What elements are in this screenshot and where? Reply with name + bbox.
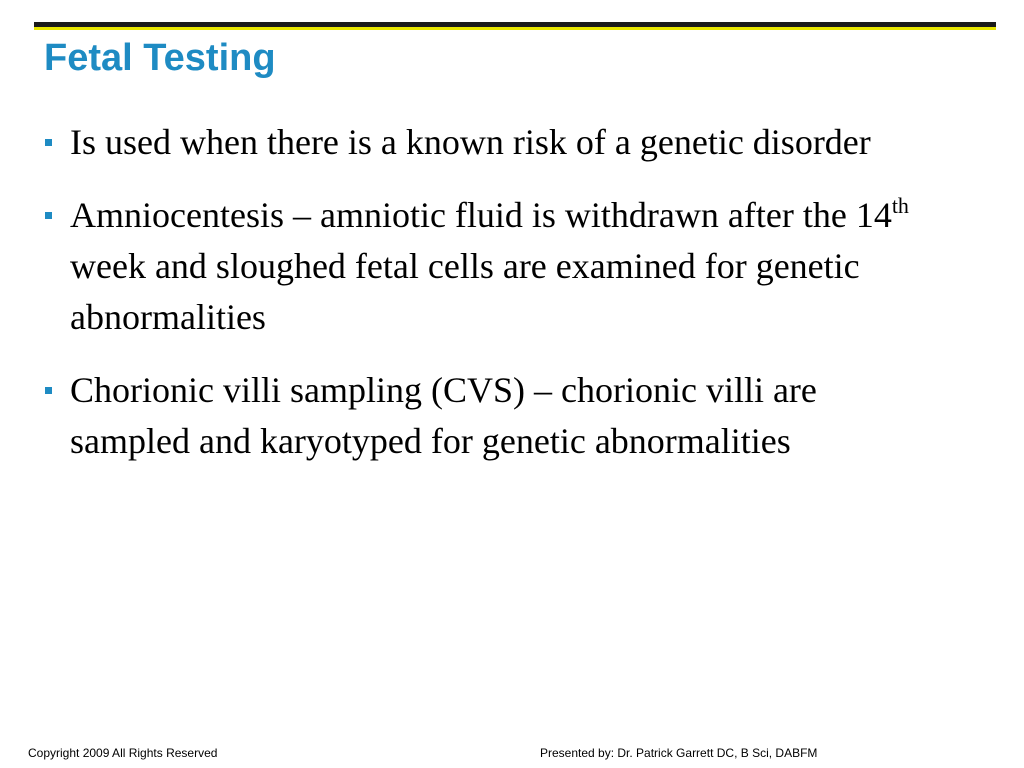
bullet-text [70, 195, 909, 337]
ordinal-superscript: th [891, 193, 909, 218]
bullet-item [44, 190, 944, 343]
bullet-text-part: week and sloughed fetal cells are examined for genetic abnormalities [70, 246, 860, 337]
square-bullet-icon [45, 212, 52, 219]
footer-presenter: Presented by: Dr. Patrick Garrett DC, B Sci, DABFM [540, 746, 818, 760]
bullet-text: Is used when there is a known risk of a genetic disorder [70, 122, 871, 162]
bullet-item [44, 117, 944, 168]
square-bullet-icon [45, 387, 52, 394]
slide-title: Fetal Testing [44, 37, 276, 79]
top-rule-accent [34, 27, 996, 30]
bullet-text-part: Amniocentesis – amniotic fluid is withdrawn after the 14 [70, 195, 892, 235]
footer-copyright: Copyright 2009 All Rights Reserved [28, 746, 218, 760]
square-bullet-icon [45, 139, 52, 146]
bullet-text: Chorionic villi sampling (CVS) – chorionic villi are sampled and karyotyped for genetic abnormalities [70, 370, 817, 461]
bullet-item [44, 365, 944, 467]
bullet-list [44, 117, 944, 489]
